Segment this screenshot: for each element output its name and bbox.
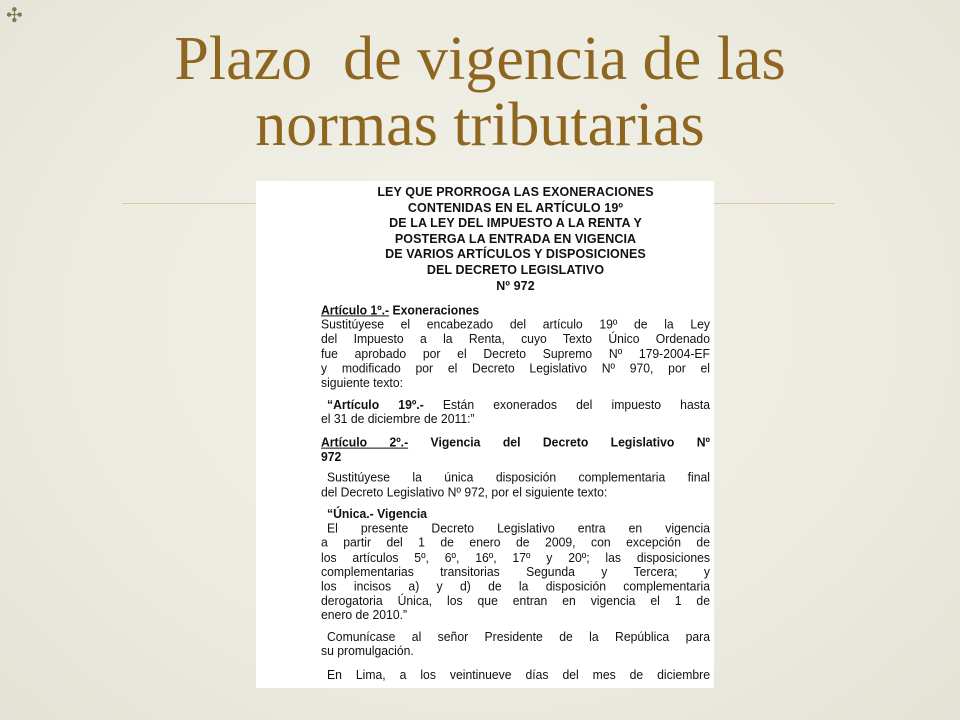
heading-line: DEL DECRETO LEGISLATIVO — [426, 262, 605, 277]
article-2-title-2: 972 — [321, 449, 342, 464]
article-2-line: del Decreto Legislativo Nº 972, por el siguiente texto: — [321, 484, 608, 500]
article-2-title: Vigencia del Decreto Legislativo Nº — [408, 435, 710, 450]
quote-1-line — [321, 398, 710, 412]
cross-star-icon: ✣ — [6, 3, 23, 27]
article-1-line: fue aprobado por el Decreto Supremo Nº 179-2004-EF — [321, 346, 710, 362]
slide-title — [60, 26, 900, 158]
article-1-label: Artículo 1º.- — [321, 303, 390, 318]
unica-vigencia — [321, 506, 710, 622]
quote-1-bold: “Artículo 19º.- — [327, 398, 424, 413]
article-2 — [321, 435, 710, 499]
article-2-heading — [321, 435, 710, 449]
slide-title-line-2: normas tributarias — [255, 91, 705, 159]
heading-line: DE LA LEY DEL IMPUESTO A LA RENTA Y — [389, 216, 642, 231]
heading-line: DE VARIOS ARTÍCULOS Y DISPOSICIONES — [385, 247, 646, 262]
document-heading — [321, 185, 710, 294]
article-1-line: siguiente texto: — [321, 375, 403, 391]
heading-line: Nº 972 — [496, 278, 535, 293]
article-1-line: del Impuesto a la Renta, cuyo Texto Único Ordenado — [321, 332, 710, 347]
article-1 — [321, 303, 710, 390]
heading-line: POSTERGA LA ENTRADA EN VIGENCIA — [394, 231, 637, 246]
quote-article-19 — [321, 398, 710, 427]
unica-line: enero de 2010.” — [321, 607, 408, 623]
article-1-title: Exoneraciones — [389, 303, 480, 318]
unica-line: a partir del 1 de enero de 2009, con excepción de — [321, 535, 710, 550]
unica-title: “Única.- Vigencia — [327, 506, 428, 521]
unica-line: derogatoria Única, los que entran en vigencia el 1 de — [321, 593, 710, 608]
closing-paragraph — [321, 667, 710, 681]
unica-line: complementarias transitorias Segunda y Tercera; y — [321, 564, 710, 579]
comunicate-line: Comunícase al señor Presidente de la República para — [327, 629, 710, 645]
heading-line: CONTENIDAS EN EL ARTÍCULO 19º — [407, 200, 624, 215]
article-2-label: Artículo 2º.- — [321, 435, 409, 450]
quote-1-line-2: el 31 de diciembre de 2011:” — [321, 412, 475, 427]
quote-1-rest: Están exonerados del impuesto hasta — [423, 398, 710, 413]
slide-title-line-1: Plazo de vigencia de las — [174, 25, 786, 93]
article-1-line: Sustitúyese el encabezado del artículo 19º de la Ley — [321, 317, 710, 333]
article-2-line: Sustitúyese la única disposición complementaria final — [327, 470, 710, 485]
article-1-line: y modificado por el Decreto Legislativo Nº 970, por el — [321, 361, 710, 376]
unica-line: El presente Decreto Legislativo entra en vigencia — [327, 520, 710, 536]
article-1-heading — [321, 303, 710, 317]
closing-line: En Lima, a los veintinueve días del mes de diciembre — [327, 667, 710, 682]
heading-line: LEY QUE PRORROGA LAS EXONERACIONES — [377, 185, 654, 199]
unica-line: los incisos a) y d) de la disposición complementaria — [321, 578, 710, 594]
unica-line: los artículos 5º, 6º, 16º, 17º y 20º; las disposiciones — [321, 549, 710, 565]
comunicate-paragraph — [321, 630, 710, 659]
comunicate-line: su promulgación. — [321, 644, 414, 659]
law-document-image — [256, 181, 714, 688]
